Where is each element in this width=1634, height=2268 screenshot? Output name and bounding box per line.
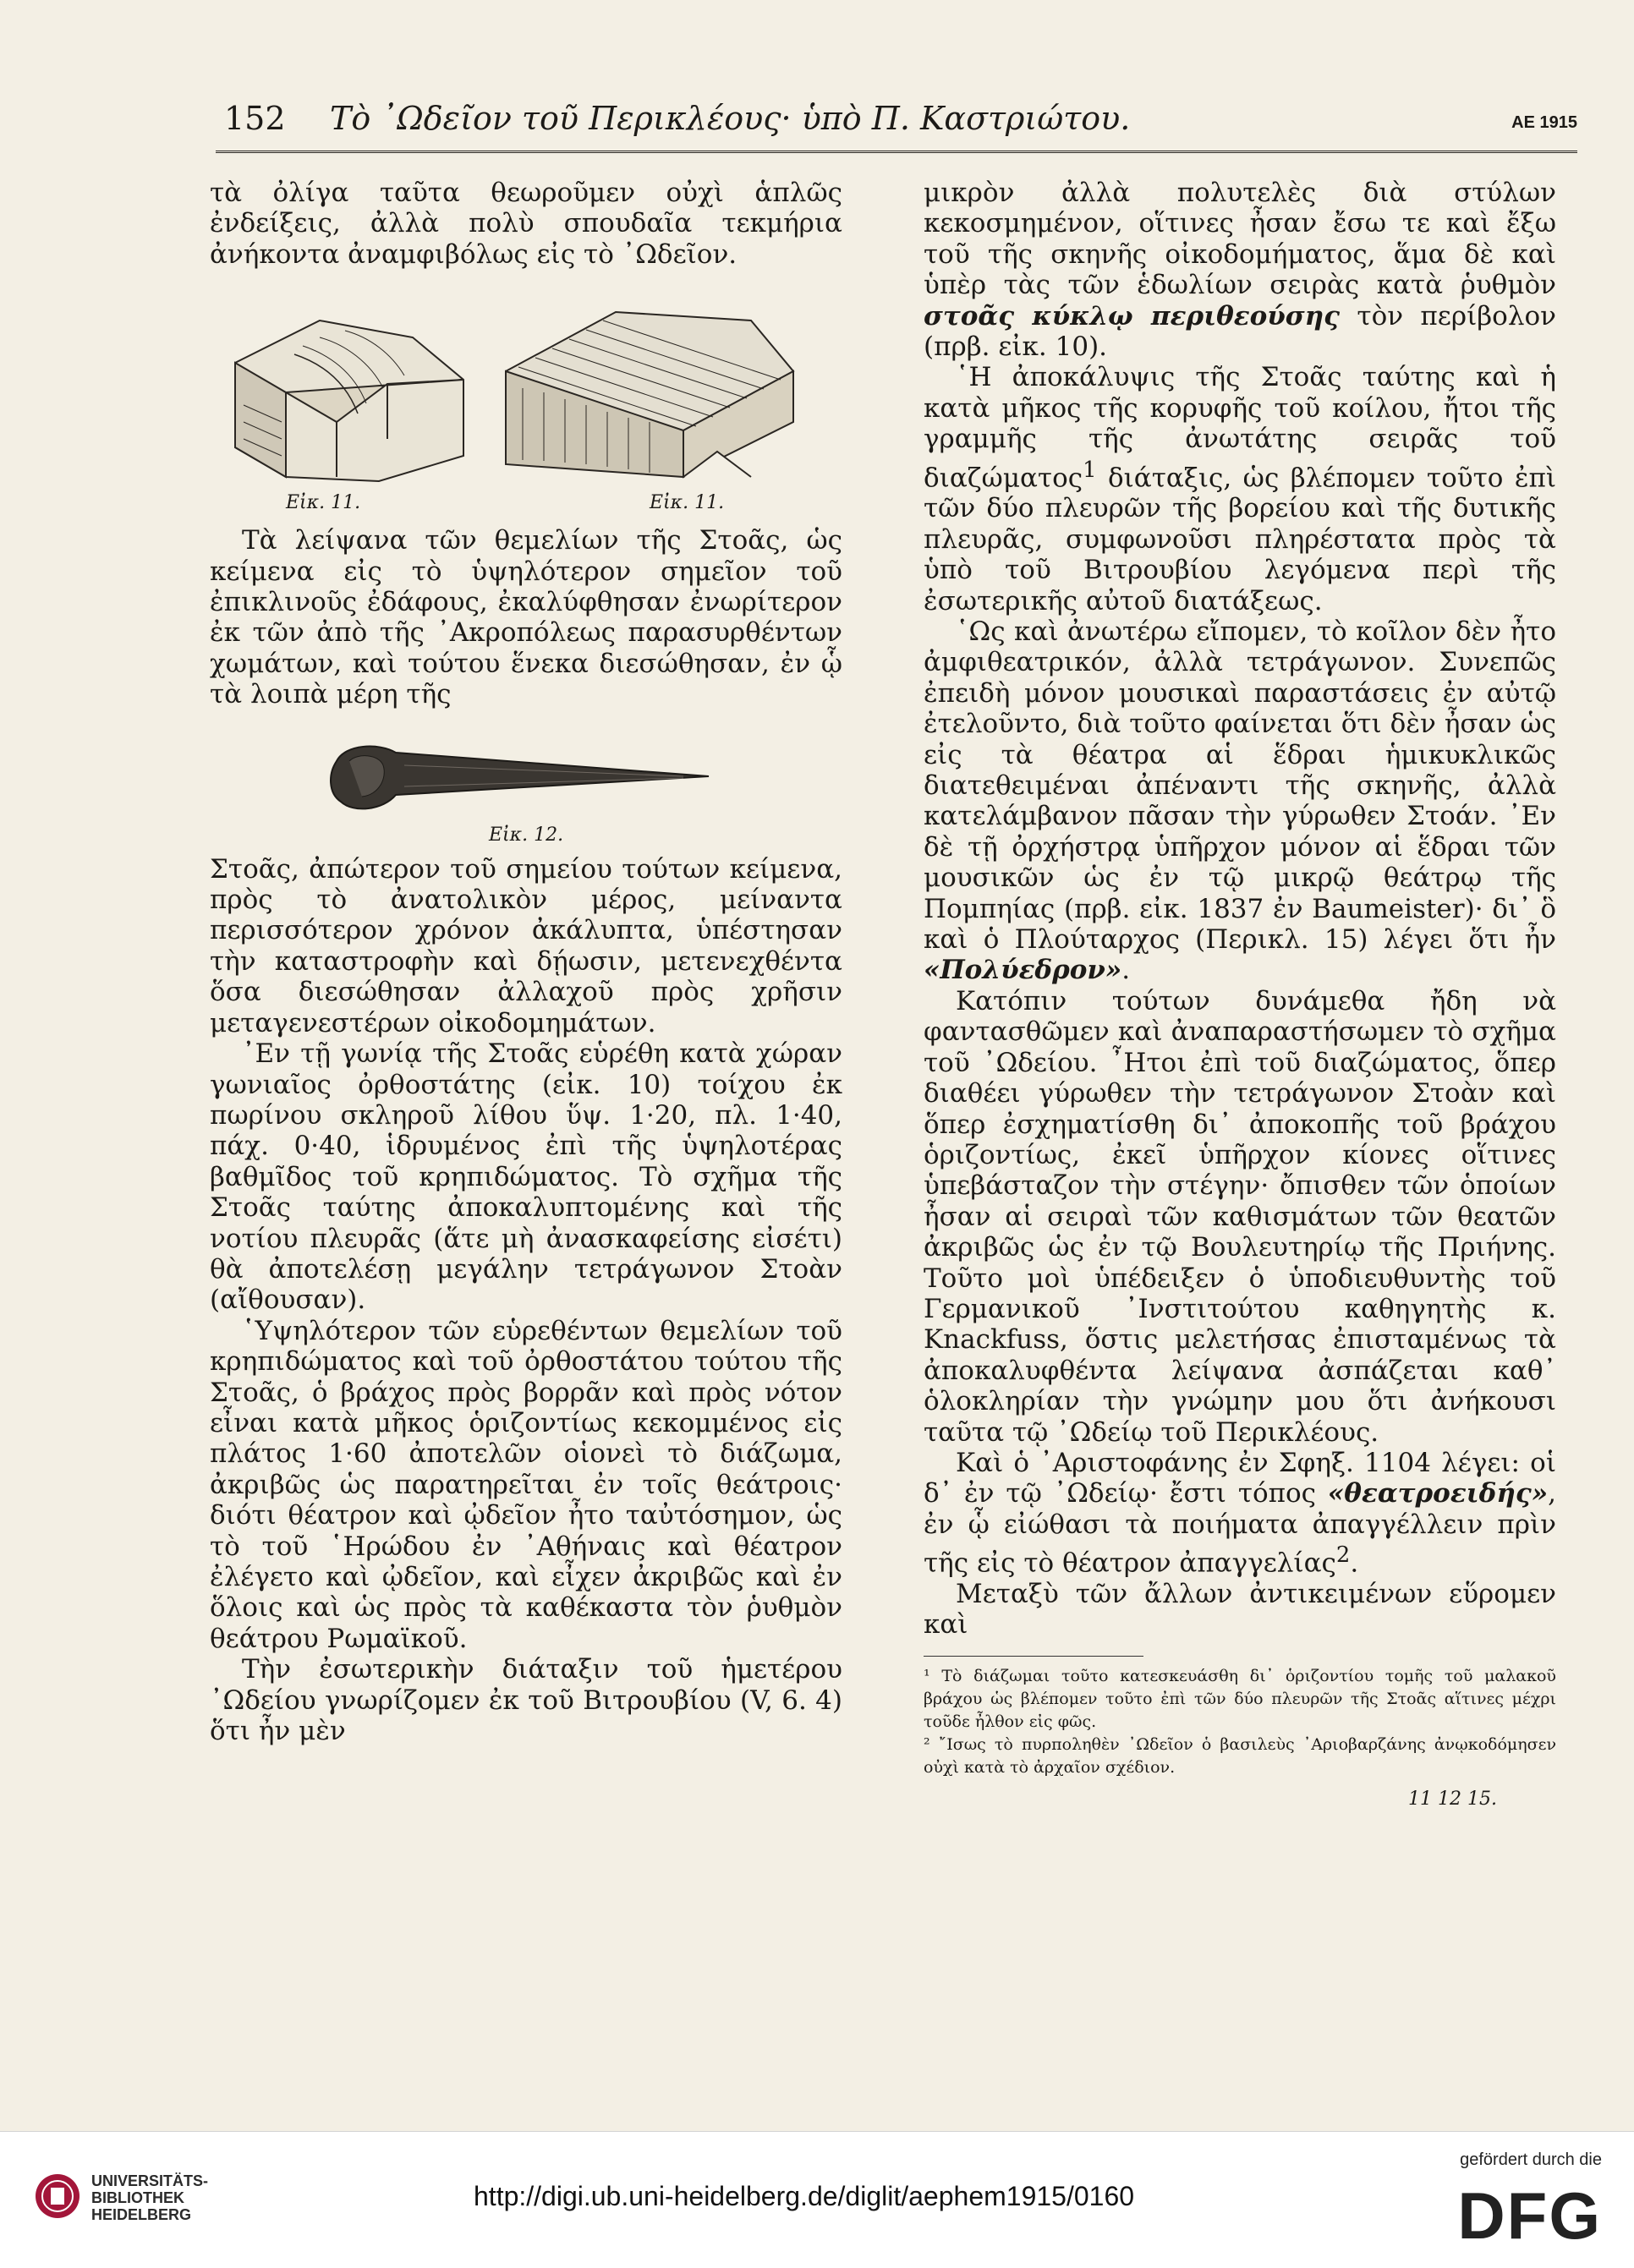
right-p3-text: ῾Ως καὶ ἀνωτέρω εἴπομεν, τὸ κοῖλον δὲν ἦτο ἀμφιθεατρικόν, ἀλλὰ τετράγωνον. Συνεπῶς ἐπειδὴ μόνον μουσικαὶ παραστάσεις ἐν αὐτῷ ἐτελοῦντο, διὰ τοῦτο φαίνεται ὅτι δὲν ἦσαν ὡς εἰς τὰ θέατρα αἱ ἕδραι ἡμικυκλικῶς διατεθειμέναι ἀπέναντι τῆς σκηνῆς, ἀλλὰ κατελάμβανον πᾶσαν τὴν γύρωθεν Στοάν. ᾿Εν δὲ τῇ ὀρχήστρᾳ ὑπῆρχον μόνον αἱ ἕδραι τῶν μουσικῶν ὡς ἐν τῷ μικρῷ θεάτρῳ τῆς Πομπηίας (πρβ. εἰκ. 1837 ἐν Baumeister)· δι᾿ ὃ καὶ ὁ Πλούταρχος (Περικλ. 15) λέγει ὅτι ἦν (924, 616, 1556, 956)
right-p2-end: διάταξις, ὡς βλέπομεν τοῦτο ἐπὶ τῶν δύο πλευρῶν τῆς βορείου καὶ τῆς δυτικῆς πλευρᾶς, συμφωνοῦσι πληρέστατα πρὸς τὰ ὑπὸ τοῦ Βιτρουβίου λεγόμενα περὶ τῆς ἐσωτερικῆς αὐτοῦ διατάξεως. (924, 462, 1556, 616)
left-column (210, 178, 842, 1746)
library-name (91, 2172, 208, 2223)
figure-12-nail-illustration (210, 736, 842, 820)
digitization-footer (0, 2131, 1634, 2268)
right-p3-end: . (1121, 955, 1131, 986)
footnote-1-mark: ¹ (924, 1666, 930, 1685)
library-name-line-3: HEIDELBERG (91, 2206, 192, 2223)
figure-11-caption-right: Εἰκ. 11. (650, 492, 725, 514)
page-header (216, 100, 1577, 153)
journal-label: ΑΕ 1915 (1511, 113, 1577, 132)
right-paragraph-4: Κατόπιν τούτων δυνάμεθα ἤδη νὰ φαντασθῶμεν καὶ ἀναπαραστήσωμεν τὸ σχῆμα τοῦ ᾿Ωδείου. ῏Ητοι ἐπὶ τοῦ διαζώματος, ὅπερ διαθέει γύρωθεν τὴν τετράγωνον Στοὰν καὶ ὅπερ ἐσχηματίσθη δι᾿ ἀποκοπῆς τοῦ βράχου ὁριζοντίως, ἐκεῖ ὑπῆρχον κίονες οἵτινες ὑπεβάσταζον τὴν στέγην· ὄπισθεν τῶν ὁποίων ἦσαν αἱ σειραὶ τῶν καθισμάτων τῶν θεατῶν ἀκριβῶς ὡς ἐν τῷ Βουλευτηρίῳ τῆς Πριήνης. Τοῦτο μοὶ ὑπέδειξεν ὁ ὑποδιευθυντὴς τοῦ Γερμανικοῦ ᾿Ινστιτούτου καθηγητὴς κ. Knackfuss, ὅστις μελετήσας ἐπισταμένως τὰ ἀποκαλυφθέντα λείψανα ἀσπάζεται καθ᾿ ὁλοκληρίαν τὴν γνώμην μου ὅτι ἀνήκουσι ταῦτα τῷ ᾿Ωδείῳ τοῦ Περικλέους. (924, 985, 1556, 1448)
library-name-line-1: UNIVERSITÄTS- (91, 2172, 209, 2189)
running-title: Τὸ ᾿Ωδεῖον τοῦ Περικλέους· ὑπὸ Π. Καστριώτου. (330, 100, 1131, 137)
university-seal-icon (34, 2172, 81, 2220)
left-paragraph-4: ᾿Εν τῇ γωνίᾳ τῆς Στοᾶς εὑρέθη κατὰ χώραν γωνιαῖος ὀρθοστάτης (εἰκ. 10) τοίχου ἐκ πωρίνου σκληροῦ λίθου ὕψ. 1·20, πλ. 1·40, πάχ. 0·40, ἱδρυμένος ἐπὶ τῆς ὑψηλοτέρας βαθμῖδος τοῦ κρηπιδώματος. Τὸ σχῆμα τῆς Στοᾶς ταύτης ἀποκαλυπτομένης καὶ τῆς νοτίου πλευρᾶς (ἅτε μὴ ἀνασκαφείσης εἰσέτι) θὰ ἀποτελέσῃ μεγάλην τετράγωνον Στοὰν (αἴθουσαν). (210, 1038, 842, 1316)
figure-11-caption-left: Εἰκ. 11. (286, 492, 361, 514)
left-paragraph-1: τὰ ὀλίγα ταῦτα θεωροῦμεν οὐχὶ ἁπλῶς ἐνδείξεις, ἀλλὰ πολὺ σπουδαῖα τεκμήρια ἀνήκοντα ἀναμφιβόλως εἰς τὸ ᾿Ωδεῖον. (210, 178, 842, 270)
left-paragraph-6: Τὴν ἐσωτερικὴν διάταξιν τοῦ ἡμετέρου ᾿Ωδείου γνωρίζομεν ἐκ τοῦ Βιτρουβίου (V, 6. 4) ὅτι ἦν μὲν (210, 1654, 842, 1747)
right-p5-tail: . (1350, 1548, 1359, 1579)
right-p1-text: μικρὸν ἀλλὰ πολυτελὲς διὰ στύλων κεκοσμημένον, οἵτινες ἦσαν ἔσω τε καὶ ἔξω τοῦ τῆς σκηνῆς οἰκοδομήματος, ἅμα δὲ καὶ ὑπὲρ τὰς τῶν ἑδωλίων σειρὰς κατὰ ῥυθμὸν (924, 178, 1556, 301)
footnote-2-mark: ² (924, 1734, 930, 1754)
right-paragraph-6: Μεταξὺ τῶν ἄλλων ἀντικειμένων εὕρομεν καὶ (924, 1578, 1556, 1641)
right-p3-emphasis: «Πολύεδρον» (924, 955, 1122, 986)
right-column (924, 178, 1556, 1815)
figure-11-left-block (235, 320, 463, 481)
figure-12-caption: Εἰκ. 12. (489, 824, 564, 846)
right-p5-end: , ἐν ᾧ εἰώθασι τὰ ποιήματα ἀπαγγέλλειν πρὶν τῆς εἰς τὸ θέατρον ἀπαγγελίας (924, 1478, 1556, 1579)
right-paragraph-2 (924, 362, 1556, 616)
footnote-divider (924, 1656, 1143, 1657)
figure-11-stones-illustration (210, 304, 842, 490)
page-number: 152 (224, 100, 286, 137)
dfg-logo: DFG (1457, 2178, 1602, 2253)
permalink-url[interactable]: http://digi.ub.uni-heidelberg.de/diglit/aephem1915/0160 (474, 2181, 1135, 2211)
footnote-ref-1: 1 (1083, 457, 1097, 483)
right-p5-text: Καὶ ὁ ᾿Αριστοφάνης ἐν Σφηξ. 1104 λέγει: οἱ δ᾿ ἐν τῷ ᾿Ωδείῳ· ἔστι τόπος (924, 1447, 1556, 1509)
left-paragraph-3: Στοᾶς, ἀπώτερον τοῦ σημείου τούτων κείμενα, πρὸς τὸ ἀνατολικὸν μέρος, μείναντα περισσότερον χρόνον ἀκάλυπτα, ὑπέστησαν τὴν καταστροφὴν καὶ δῄωσιν, μετενεχθέντα ὅσα διεσώθησαν ἀλλαχοῦ πρὸς χρῆσιν μεταγενεστέρων οἰκοδομημάτων. (210, 853, 842, 1038)
date-line: 11 12 15. (1408, 1788, 1497, 1810)
footnote-1-text: Τὸ διάζωμαι τοῦτο κατεσκευάσθη δι᾿ ὁριζοντίου τομῆς τοῦ μαλακοῦ βράχου ὡς βλέπομεν τοῦτο ἐπὶ τῶν δύο πλευρῶν τῆς Στοᾶς αἵτινες μέχρι τοῦδε ἦλθον εἰς φῶς. (924, 1666, 1556, 1731)
footnote-2 (924, 1734, 1556, 1779)
left-paragraph-2: Τὰ λείψανα τῶν θεμελίων τῆς Στοᾶς, ὡς κείμενα εἰς τὸ ὑψηλότερον σημεῖον τοῦ ἐπικλινοῦς ἐδάφους, ἐκαλύφθησαν ἐνωρίτερον ἐκ τῶν ἀπὸ τῆς ᾿Ακροπόλεως παρασυρθέντων χωμάτων, καὶ τούτου ἕνεκα διεσώθησαν, ἐν ᾧ τὰ λοιπὰ μέρη τῆς (210, 525, 842, 710)
footnote-1 (924, 1665, 1556, 1734)
right-p1-end: τὸν περίβολον (πρβ. εἰκ. 10). (924, 300, 1556, 363)
left-paragraph-5: ῾Υψηλότερον τῶν εὑρεθέντων θεμελίων τοῦ κρηπιδώματος καὶ τοῦ ὀρθοστάτου τούτου τῆς Στοᾶς, ὁ βράχος πρὸς βορρᾶν καὶ πρὸς νότον εἶναι κατὰ μῆκος ὁριζοντίως κεκομμένος εἰς πλάτος 1·60 ἀποτελῶν οἱονεὶ τὸ διάζωμα, ἀκριβῶς ὡς παρατηρεῖται ἐν τοῖς θεάτροις· διότι θέατρον καὶ ᾠδεῖον ἦτο ταὐτόσημον, ὡς τὸ τοῦ ῾Ηρώδου ἐν ᾿Αθήναις καὶ θέατρον ἐλέγετο καὶ ᾠδεῖον, καὶ εἶχεν ἀκριβῶς καὶ ἐν ὅλοις καὶ ὡς πρὸς τὰ καθέκαστα τὸν ῥυθμὸν θεάτρου Ρωμαϊκοῦ. (210, 1315, 842, 1654)
right-p1-emphasis: στοᾶς κύκλῳ περιθεούσης (924, 300, 1341, 331)
right-paragraph-5 (924, 1448, 1556, 1579)
funded-by-label: gefördert durch die (1460, 2150, 1602, 2169)
right-p2-text: ῾Η ἀποκάλυψις τῆς Στοᾶς ταύτης καὶ ἡ κατὰ μῆκος τῆς κορυφῆς τοῦ κοίλου, ἤτοι τῆς γραμμῆς τῆς ἀνωτάτης σειρᾶς τοῦ διαζώματος (924, 362, 1556, 493)
footnote-2-text: ῎Ισως τὸ πυρποληθὲν ᾿Ωδεῖον ὁ βασιλεὺς ᾿Αριοβαρζάνης ἀνῳκοδόμησεν οὐχὶ κατὰ τὸ ἀρχαῖον σχέδιον. (924, 1734, 1556, 1777)
right-p5-emphasis: «θεατροειδής» (1327, 1478, 1549, 1509)
footnote-ref-2: 2 (1335, 1542, 1351, 1569)
right-paragraph-1 (924, 178, 1556, 362)
library-name-line-2: BIBLIOTHEK (91, 2189, 184, 2206)
figure-12 (210, 736, 842, 846)
figure-11 (210, 304, 842, 515)
figure-11-right-block (506, 312, 793, 477)
right-paragraph-3 (924, 616, 1556, 986)
